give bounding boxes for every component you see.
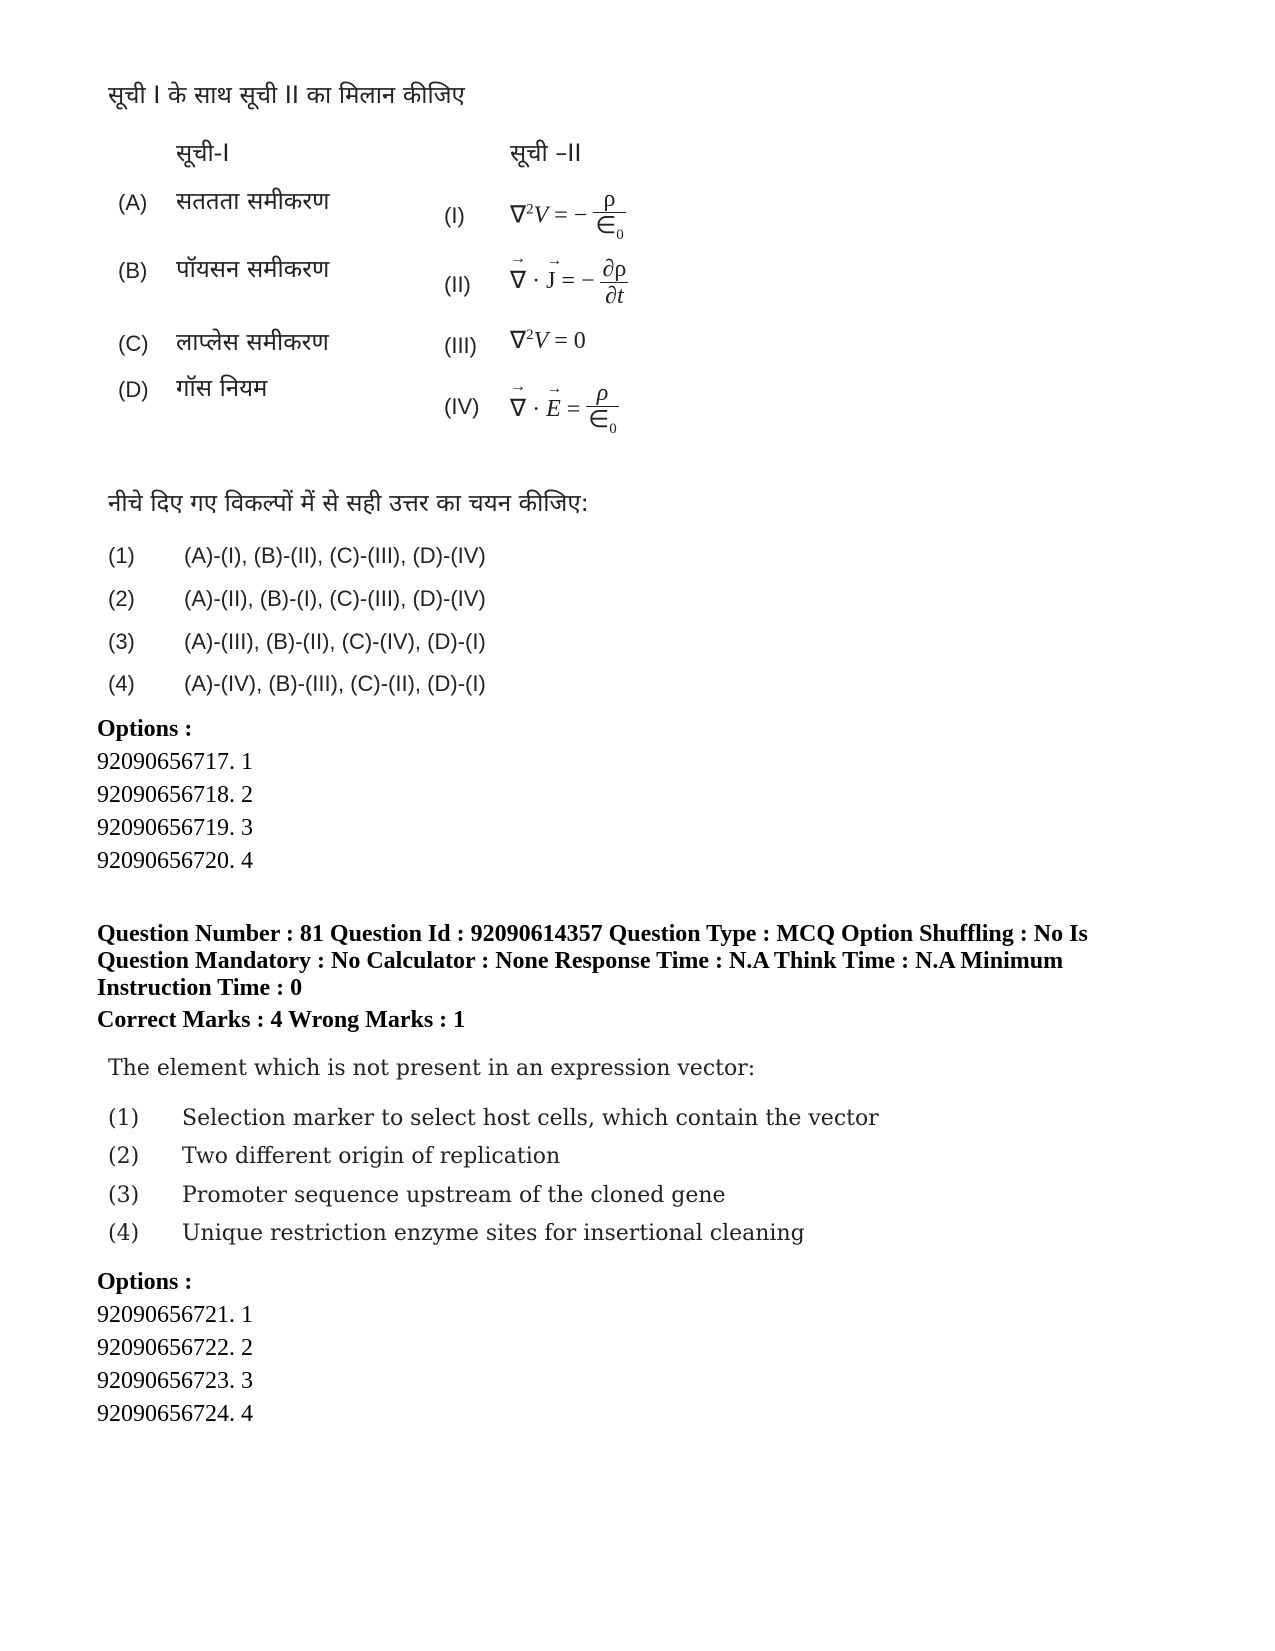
- q81-choice-num-4: (4): [108, 1221, 140, 1246]
- question-meta-line-1: Question Number : 81 Question Id : 92090614357 Question Type : MCQ Option Shuffling : No Is: [97, 921, 1088, 947]
- list2-formula-ii: → ∇ · → J = − $\frac{\partial\rho}{\partial t}$: [510, 256, 628, 309]
- option-q81-2: 92090656722. 2: [97, 1335, 253, 1361]
- list1-item-b: पॉयसन समीकरण: [176, 255, 330, 283]
- q81-choice-num-1: (1): [108, 1106, 140, 1131]
- list1-key-b: (B): [118, 258, 148, 283]
- question-meta-line-3: Instruction Time : 0: [97, 975, 303, 1001]
- option-q81-3: 92090656723. 3: [97, 1368, 253, 1394]
- choice-text-4: (A)-(IV), (B)-(III), (C)-(II), (D)-(I): [184, 671, 486, 696]
- match-instruction: सूची I के साथ सूची II का मिलान कीजिए: [108, 81, 465, 109]
- option-q80-1: 92090656717. 1: [97, 749, 253, 775]
- list1-item-d: गॉस नियम: [176, 374, 268, 402]
- option-q81-1: 92090656721. 1: [97, 1302, 253, 1328]
- question-meta-line-2: Question Mandatory : No Calculator : None Response Time : N.A Think Time : N.A Minimum: [97, 948, 1064, 974]
- list2-key-iv: (IV): [444, 394, 480, 419]
- list1-item-c: लाप्लेस समीकरण: [176, 328, 329, 356]
- select-prompt: नीचे दिए गए विकल्पों में से सही उत्तर का चयन कीजिए:: [108, 489, 589, 517]
- options-label-q81: Options :: [97, 1269, 193, 1295]
- choice-num-4: (4): [108, 671, 135, 696]
- list1-key-c: (C): [118, 331, 149, 356]
- list1-key-a: (A): [118, 190, 148, 215]
- option-q80-2: 92090656718. 2: [97, 782, 253, 808]
- option-q80-3: 92090656719. 3: [97, 815, 253, 841]
- q81-choice-text-3: Promoter sequence upstream of the cloned gene: [182, 1183, 726, 1208]
- choice-num-3: (3): [108, 629, 135, 654]
- question-text: The element which is not present in an expression vector:: [108, 1056, 756, 1081]
- list2-key-ii: (II): [444, 272, 471, 297]
- choice-num-2: (2): [108, 586, 135, 611]
- q81-choice-text-4: Unique restriction enzyme sites for insertional cleaning: [182, 1221, 805, 1246]
- options-label-q80: Options :: [97, 716, 193, 742]
- choice-num-1: (1): [108, 543, 135, 568]
- list1-header: सूची-I: [176, 139, 230, 167]
- choice-text-3: (A)-(III), (B)-(II), (C)-(IV), (D)-(I): [184, 629, 486, 654]
- q81-choice-text-2: Two different origin of replication: [182, 1144, 561, 1169]
- q81-choice-num-3: (3): [108, 1183, 140, 1208]
- choice-text-2: (A)-(II), (B)-(I), (C)-(III), (D)-(IV): [184, 586, 486, 611]
- question-marks: Correct Marks : 4 Wrong Marks : 1: [97, 1007, 466, 1033]
- option-q80-4: 92090656720. 4: [97, 848, 253, 874]
- q81-choice-text-1: Selection marker to select host cells, which contain the vector: [182, 1106, 879, 1131]
- list2-formula-i: ∇$^2$V = − $\frac{\rho}{\in_0}$: [510, 186, 624, 243]
- option-q81-4: 92090656724. 4: [97, 1401, 253, 1427]
- q81-choice-num-2: (2): [108, 1144, 140, 1169]
- choice-text-1: (A)-(I), (B)-(II), (C)-(III), (D)-(IV): [184, 543, 486, 568]
- list2-formula-iv: → ∇ · → E = $\frac{\rho}{\in_0}$: [510, 380, 619, 442]
- list1-key-d: (D): [118, 377, 149, 402]
- list2-key-i: (I): [444, 203, 465, 228]
- list2-key-iii: (III): [444, 333, 477, 358]
- list2-formula-iii: ∇$^2$V = 0: [510, 327, 586, 354]
- list2-header: सूची –II: [510, 139, 582, 167]
- list1-item-a: सततता समीकरण: [176, 187, 330, 215]
